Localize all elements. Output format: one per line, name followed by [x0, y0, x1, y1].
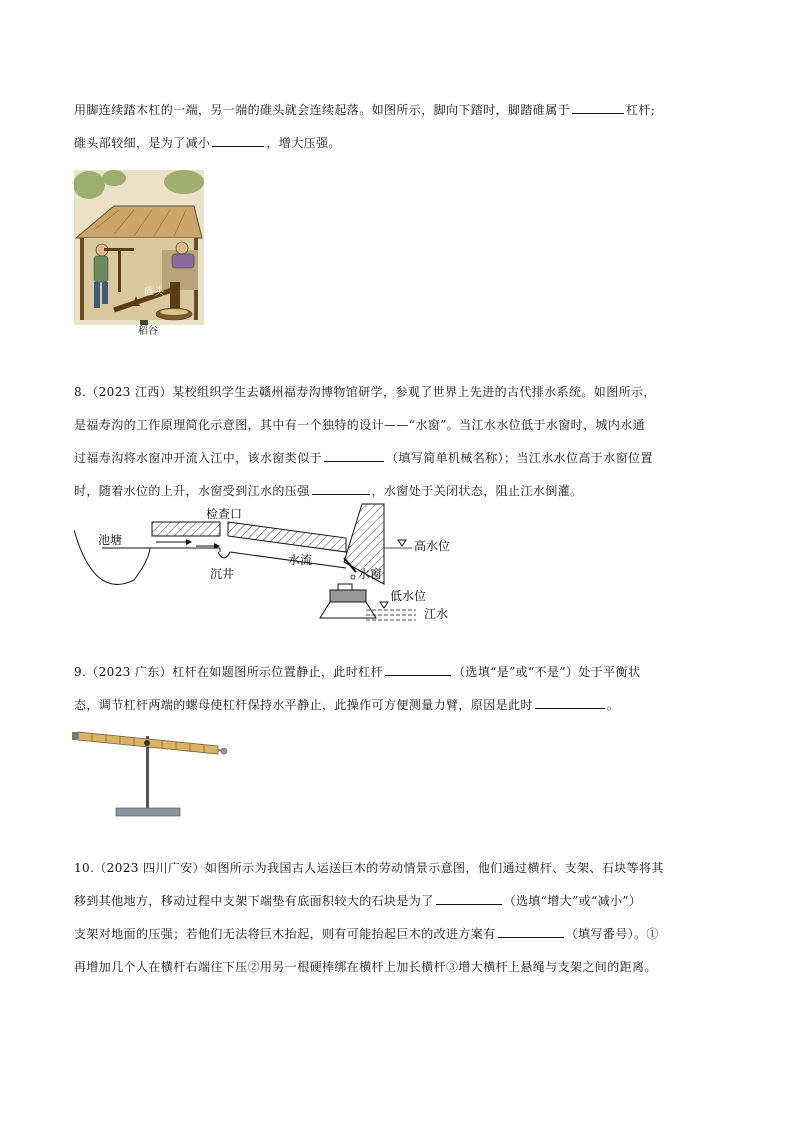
q7-blank-2[interactable] [212, 132, 264, 147]
q7-line2: 碓头部较细，是为了减小 ，增大压强。 [74, 127, 726, 160]
q10-text [74, 852, 726, 984]
label-pestle-head: 碓头 [144, 287, 164, 298]
treadle-pestle-illustration [74, 170, 204, 338]
q8-text [74, 376, 726, 508]
q8-line2: 是福寿沟的工作原理简化示意图，其中有一个独特的设计——“水窗”。当江水水位低于水窗时，城内水通 [74, 418, 646, 432]
label-inspection: 检查口 [206, 507, 243, 521]
q9-line1: 9.（2023 广东）杠杆在如题图所示位置静止，此时杠杆 （选填“是”或“不是”）处于平衡状 [74, 656, 726, 689]
label-grain: 稻谷 [138, 326, 158, 337]
q8-line1: 8.（2023 江西）某校组织学生去赣州福寿沟博物馆研学，参观了世界上先进的古代排水系统。如图所示， [74, 385, 656, 399]
q10-blank-2[interactable] [498, 923, 564, 938]
q8-line4: 时，随着水位的上升，水窗受到江水的压强 ，水窗处于关闭状态，阻止江水倒灌。 [74, 475, 726, 508]
q9-blank-1[interactable] [385, 661, 451, 676]
label-window: 水窗 [358, 567, 383, 581]
settling-well [218, 552, 230, 558]
label-river: 江水 [424, 607, 449, 621]
q9-blank-2[interactable] [535, 694, 605, 709]
q10-line3: 支架对地面的压强；若他们无法将巨木抬起，则有可能抬起巨木的改进方案有 （填写番号）。① [74, 918, 726, 951]
q9-figure [72, 724, 232, 820]
label-pond: 池塘 [98, 533, 123, 547]
q8-blank-2[interactable] [312, 480, 370, 495]
q8-blank-1[interactable] [324, 447, 384, 462]
q10-line1: 10.（2023 四川广安）如图所示为我国古人运送巨木的劳动情景示意图，他们通过横杆、支架、石块等将其 [74, 861, 664, 875]
label-high-water: 高水位 [414, 539, 451, 553]
q8-figure [74, 500, 474, 622]
q8-line3: 过福寿沟将水窗冲开流入江中，该水窗类似于 （填写简单机械名称）；当江水水位高于水窗位置 [74, 442, 726, 475]
q9-text [74, 656, 726, 722]
lever-on-stand [72, 724, 232, 820]
label-well: 沉井 [210, 567, 235, 581]
label-flow: 水流 [288, 553, 313, 567]
q7-blank-1[interactable] [572, 99, 624, 114]
q7-text [74, 94, 726, 160]
q10-line2: 移到其他地方，移动过程中支架下端垫有底面积较大的石块是为了 （选填“增大”或“减小”） [74, 885, 726, 918]
q7-figure [74, 170, 204, 338]
label-low-water: 低水位 [390, 589, 427, 603]
q10-line4: 再增加几个人在横杆右端往下压②用另一根硬棒绑在横杆上加长横杆③增大横杆上悬绳与支架之间的距离。 [74, 960, 657, 974]
q9-line2: 态，调节杠杆两端的螺母使杠杆保持水平静止，此操作可方便测量力臂，原因是此时 。 [74, 689, 726, 722]
drainage-system-diagram [74, 500, 474, 622]
lever-bar [72, 732, 227, 754]
q10-blank-1[interactable] [436, 890, 502, 905]
channel-cover-right [228, 522, 346, 552]
channel-cover-left [152, 522, 220, 536]
q7-line1: 用脚连续踏木杠的一端，另一端的碓头就会连续起落。如图所示，脚向下踏时，脚踏碓属于 杠杆; [74, 94, 726, 127]
